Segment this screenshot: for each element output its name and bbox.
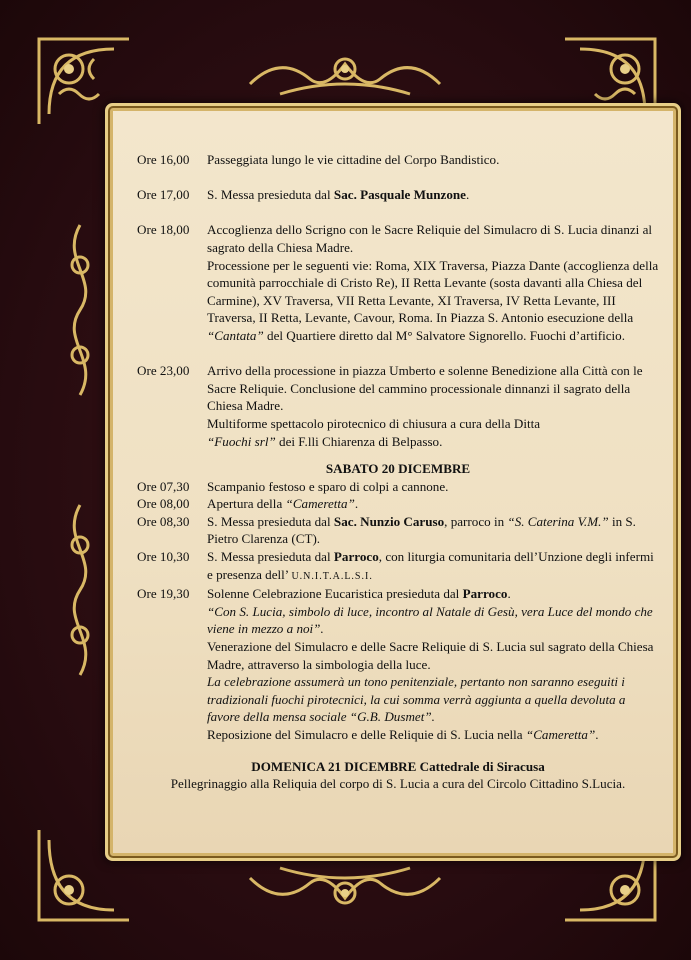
- entry-text: Arrivo della processione in piazza Umberto e solenne Benedizione alla Città con le Sacre Reliquie. Conclusione del cammino processionale dinnanzi il sagrato della Chiesa Madre. Multiforme spettacolo pirotecnico di chiusura a cura della Ditta “Fuochi srl” dei F.lli Chiarenza di Belpasso.: [207, 363, 643, 449]
- bottom-center-ornament: [240, 858, 450, 918]
- pilgrimage-text: Pellegrinaggio alla Reliquia del corpo di S. Lucia a cura del Circolo Cittadino S.Lucia.: [170, 776, 626, 792]
- entry-time: Ore 07,30: [137, 478, 190, 494]
- schedule-entry: [137, 585, 659, 743]
- day-heading: DOMENICA 21 DICEMBRE Cattedrale di Siracusa: [251, 758, 545, 774]
- entry-text: S. Messa presieduta dal Parroco, con liturgia comunitaria dell’Unzione degli infermi e presenza dell’ U.N.I.T.A.L.S.I.: [207, 549, 654, 582]
- top-center-ornament: [240, 44, 450, 104]
- entry-time: Ore 10,30: [137, 549, 190, 565]
- entry-text: Solenne Celebrazione Eucaristica presieduta dal Parroco. “Con S. Lucia, simbolo di luce, incontro al Natale di Gesù, vera Luce del mondo che viene in mezzo a noi”. Venerazione del Simulacro e delle Sacre Reliquie di S. Lucia sul sagrato della Chiesa Madre, attraverso la simbologia della luce. La celebrazione assumerà un tono penitenziale, pertanto non saranno eseguiti i tradizionali fuochi pirotecnici, la cui somma verrà aggiunta a quella devoluta a favore della mensa sociale “G.B. Dusmet”. Reposizione del Simulacro e delle Reliquie di S. Lucia nella “Cameretta”.: [207, 586, 654, 742]
- entry-time: Ore 17,00: [137, 187, 190, 203]
- entry-time: Ore 19,30: [137, 586, 190, 602]
- day-heading: SABATO 20 DICEMBRE: [325, 461, 471, 477]
- schedule-entry: [137, 221, 659, 344]
- schedule-entry: [137, 186, 659, 204]
- schedule-entry: [137, 495, 659, 513]
- left-side-ornament-2: [60, 500, 100, 680]
- entry-text: Accoglienza dello Scrigno con le Sacre Reliquie del Simulacro di S. Lucia dinanzi al sagrato della Chiesa Madre. Processione per le seguenti vie: Roma, XIX Traversa, Piazza Dante (accoglienza della comunità parrocchiale di Cristo Re), II Retta Levante (sosta davanti alla Chiesa del Carmine), XV Traversa, VII Retta Levante, XI Traversa, IV Retta Levante, III Traversa, II Retta, Levante, Cavour, Roma. In Piazza S. Antonio esecuzione della “Cantata” del Quartiere diretto dal M° Salvatore Signorello. Fuochi d’artificio.: [207, 222, 659, 343]
- schedule-entry: [137, 362, 659, 450]
- entry-time: Ore 08,30: [137, 513, 190, 529]
- entry-text: Scampanio festoso e sparo di colpi a cannone.: [207, 478, 449, 494]
- entry-text: Apertura della “Cameretta”.: [207, 496, 359, 512]
- program-text: [137, 151, 659, 793]
- entry-text: S. Messa presieduta dal Sac. Nunzio Caruso, parroco in “S. Caterina V.M.” in S. Pietro Clarenza (CT).: [207, 513, 636, 547]
- schedule-entry: [137, 478, 659, 496]
- entry-time: Ore 23,00: [137, 363, 190, 379]
- schedule-entry: [137, 151, 659, 169]
- schedule-entry: [137, 548, 659, 585]
- entry-text: Passeggiata lungo le vie cittadine del Corpo Bandistico.: [207, 152, 500, 167]
- parchment-panel: [110, 108, 676, 856]
- entry-text: S. Messa presieduta dal Sac. Pasquale Munzone.: [207, 187, 470, 203]
- left-side-ornament-1: [60, 220, 100, 400]
- schedule-entry: [137, 513, 659, 548]
- entry-time: Ore 16,00: [137, 152, 190, 167]
- entry-time: Ore 18,00: [137, 222, 190, 238]
- entry-time: Ore 08,00: [137, 496, 190, 512]
